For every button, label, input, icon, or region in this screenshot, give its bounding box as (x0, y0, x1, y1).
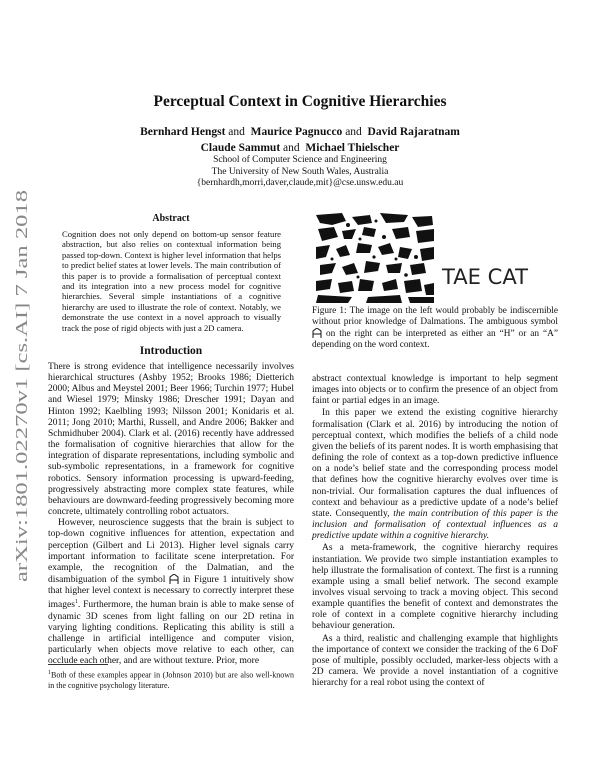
author-name: Maurice Pagnucco (250, 126, 343, 138)
introduction-heading: Introduction (139, 345, 203, 357)
dalmatian-image (316, 213, 434, 303)
right-paragraph-4: As a third, realistic and challenging example that highlights the importance of context we consider the tracking of the 6 DoF pose of multiple, possibly occluded, marker-less objects with a 2D camera. We provide a novel instantiation of a cognitive hierarchy for a real robot using the context of (312, 633, 558, 689)
figure-1 (312, 213, 558, 303)
right-paragraph-1: abstract contextual knowledge is important to help segment images into objects or to confirm the presence of an object from faint or partial edges in an image. (312, 374, 558, 407)
footnote-divider (48, 664, 108, 665)
footnote-marker: 1 (74, 599, 78, 606)
right-column-body (312, 374, 558, 689)
footnote: $^1$Both of these examples appear in (Johnson 2010) but are also well-known in the cognitive psychology literature. (48, 670, 294, 690)
arxiv-sidebar-stamp (2, 184, 40, 584)
abstract-heading: Abstract (152, 213, 190, 224)
main-contribution-statement: the main contribution of this paper is the inclusion and formalisation of contextual influences as a predictive update within a cognitive hierarchy. (312, 508, 558, 542)
abstract-text: Cognition does not only depend on bottom-up sensor feature abstraction, but also relies on contextual information being passed top-down. Context is higher level information that helps to predict belief states at lower levels. The main contribution of this paper is to provide a formalisation of perceptual context and its integration into a new process model for cognitive hierarchies. Several simple instantiations of a cognitive hierarchy are used to illustrate the role of context. Notably, we demonstrate the use context in a novel approach to visually track the pose of rigid objects with just a 2D camera. (62, 229, 281, 333)
footnote-number: 1 (48, 670, 51, 676)
author-name: Bernhard Hengst (140, 126, 226, 138)
affiliation-university: The University of New South Wales, Australia (211, 166, 389, 177)
left-column-body (48, 362, 294, 667)
arxiv-identifier: arXiv:1801.02270v1 [cs.AI] 7 Jan 2018 (12, 310, 31, 582)
author-emails: {bernhardh,morri,daver,claude,mit}@cse.unsw.edu.au (196, 178, 404, 188)
affiliation-block (60, 155, 540, 190)
affiliation-school: School of Computer Science and Engineering (213, 155, 387, 165)
author-name: Claude Sammut (200, 142, 281, 154)
right-paragraph-2: In this paper we extend the existing cognitive hierarchy formalisation (Clark et al. 2016) by introducing the notion of perceptual context, which modifies the beliefs of a child node given the beliefs of its parent nodes. It is worth emphasising that defining the role of context as a top-down predictive influence on a node’s belief state and the corresponding process model that defines how the cognitive hierarchy evolves over time is non-trivial. Our formalisation captures the dual influences of context and behaviour as a predictive update of a node’s belief state. Consequently, the main contribution of this paper is the inclusion and formalisation of contextual influences as a predictive update within a cognitive hierarchy. (312, 408, 558, 542)
ambiguous-word: TAE CAT (440, 265, 529, 289)
right-paragraph-3: As a meta-framework, the cognitive hierarchy requires instantiation. We provide two simple instantiation examples to help illustrate the formalisation of context. The first is a running example using a small belief network. The second example involves visual servoing to track a moving object. This second example quantifies the benefit of context and demonstrates the role of context in a complete cognitive hierarchy including behaviour generation. (312, 543, 558, 632)
intro-paragraph-1: There is strong evidence that intelligence necessarily involves hierarchical structures (Ashby 1952; Brooks 1986; Dietterich 2000; Albus and Meystel 2001; Beer 1966; Turchin 1977; Hubel and Wiesel 1979; Minsky 1986; Drescher 1991; Dayan and Hinton 1992; Kaelbling 1993; Nilsson 2001; Konidaris et al. 2011; Jong 2010; Marthi, Russell, and Andre 2006; Bakker and Schmidhuber 2004). Clark et al. (2016) recently have addressed the formalisation of cognitive hierarchies that allow for the integration of disparate representations, including symbolic and sub-symbolic representations, in a framework for cognitive robotics. Sensory information processing is upward-feeding, progressively abstracting more complex state features, while behaviours are downward-feeding progressively becoming more concrete, ultimately controlling robot actuators. (48, 362, 294, 518)
ambiguous-symbol-icon (169, 574, 179, 584)
author-name: Michael Thielscher (305, 142, 400, 154)
figure-1-caption: Figure 1: The image on the left would probably be indiscernible without prior knowledge of Dalmations. The ambiguous symbol on the right can be interpreted as either an “H” or an “A” depending on the word context. (312, 306, 558, 350)
author-line-2: Claude Sammut and Michael Thielscher (200, 142, 400, 154)
author-name: David Rajaratnam (367, 126, 460, 138)
author-block (60, 124, 540, 156)
ambiguous-symbol-icon (312, 328, 322, 338)
paper-title: Perceptual Context in Cognitive Hierarchies (153, 93, 447, 110)
ambiguous-word-image (441, 265, 528, 289)
intro-paragraph-2: However, neuroscience suggests that the brain is subject to top-down cognitive influences for attention, expectation and perception (Gilbert and Li 2013). Higher level signals carry important information to facilitate scene interpretation. For example, the recognition of the Dalmatian, and the disambiguation of the symbol in Figure 1 intuitively show that higher level context is necessary to correctly interpret these images$^1$. Furthermore, the human brain is able to make sense of dynamic 3D scenes from light falling on our 2D retina in varying lighting conditions. Replicating this ability is still a challenge in artificial intelligence and computer vision, particularly when objects move relative to each other, can occlude each other, and are without texture. Prior, more (48, 518, 294, 667)
author-line-1: Bernhard Hengst and Maurice Pagnucco and David Rajaratnam (140, 126, 460, 138)
